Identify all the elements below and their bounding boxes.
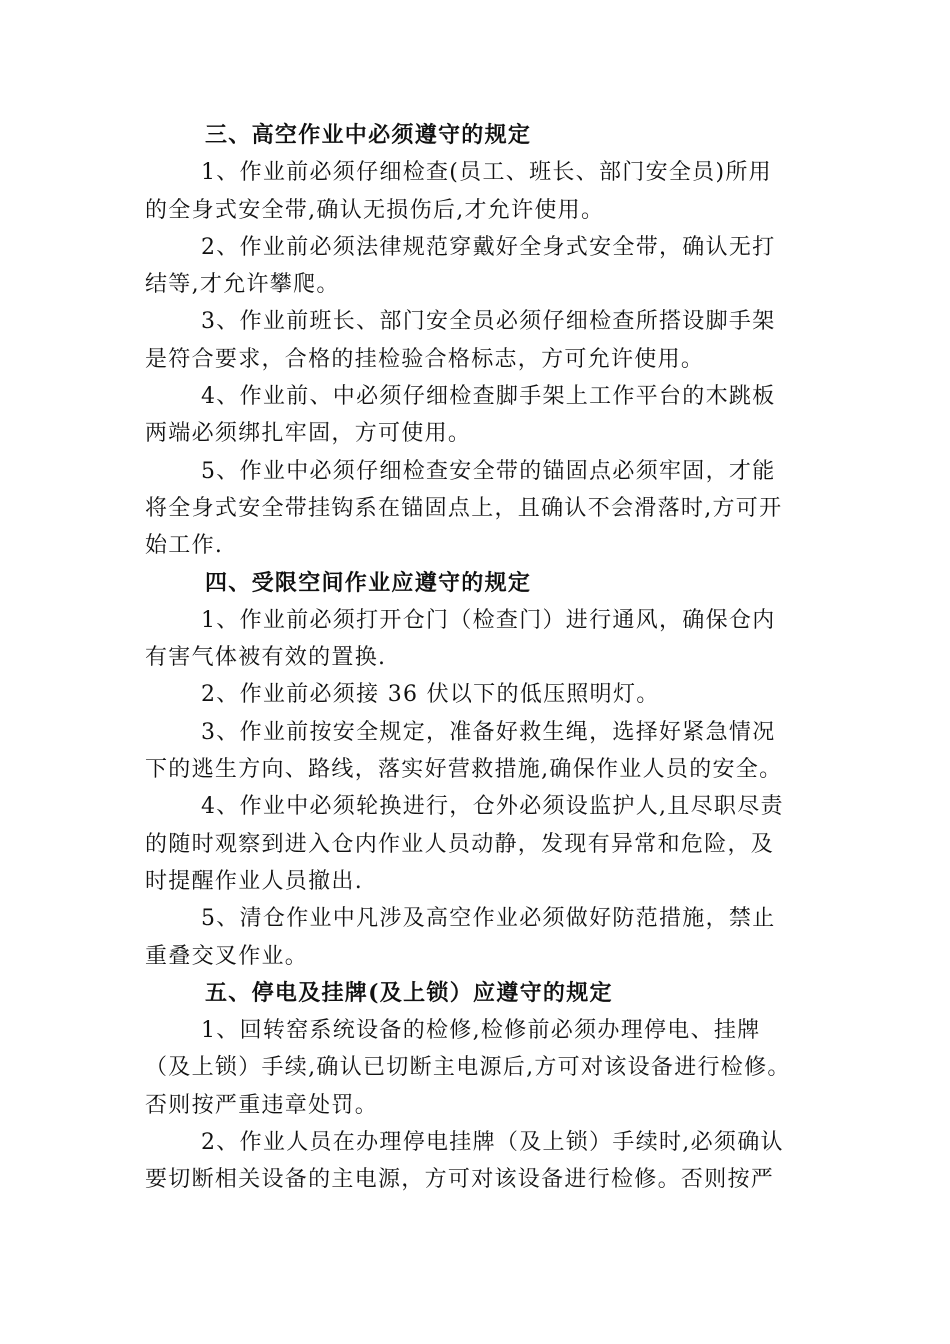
- paragraph-line: 否则按严重违章处罚。: [145, 1092, 379, 1118]
- paragraph-line: 4、作业前、中必须仔细检查脚手架上工作平台的木跳板: [201, 384, 776, 410]
- paragraph-line: 下的逃生方向、路线，落实好营救措施,确保作业人员的安全。: [145, 757, 783, 783]
- paragraph-line: 2、作业前必须法律规范穿戴好全身式安全带，确认无打: [201, 234, 776, 260]
- paragraph-line: 5、作业中必须仔细检查安全带的锚固点必须牢固，才能: [201, 458, 776, 484]
- paragraph-line: 始工作.: [145, 533, 224, 559]
- paragraph-line: 的全身式安全带,确认无损伤后,才允许使用。: [145, 197, 605, 223]
- paragraph-line: 3、作业前按安全规定，准备好救生绳，选择好紧急情况: [201, 719, 776, 745]
- paragraph-line: 5、清仓作业中凡涉及高空作业必须做好防范措施，禁止: [201, 906, 776, 932]
- paragraph-line: 将全身式安全带挂钩系在锚固点上，且确认不会滑落时,方可开: [145, 495, 783, 521]
- paragraph-line: 重叠交叉作业。: [145, 943, 309, 969]
- paragraph-line: 是符合要求，合格的挂检验合格标志，方可允许使用。: [145, 346, 705, 372]
- section-heading: 五、停电及挂牌(及上锁）应遵守的规定: [205, 979, 613, 1006]
- paragraph-line: 1、作业前必须仔细检查(员工、班长、部门安全员)所用: [201, 160, 772, 186]
- section-heading: 四、受限空间作业应遵守的规定: [205, 569, 532, 596]
- paragraph-line: （及上锁）手续,确认已切断主电源后,方可对该设备进行检修。: [145, 1055, 791, 1081]
- paragraph-line: 要切断相关设备的主电源，方可对该设备进行检修。否则按严: [145, 1167, 775, 1193]
- paragraph-line: 的随时观察到进入仓内作业人员动静，发现有异常和危险，及: [145, 831, 775, 857]
- paragraph-line: 有害气体被有效的置换.: [145, 645, 387, 671]
- paragraph-line: 1、作业前必须打开仓门（检查门）进行通风，确保仓内: [201, 607, 776, 633]
- document-body: [145, 117, 825, 1199]
- paragraph-line: 时提醒作业人员撤出.: [145, 868, 363, 894]
- paragraph-line: 2、作业前必须接 36 伏以下的低压照明灯。: [201, 682, 660, 708]
- paragraph-line: 3、作业前班长、部门安全员必须仔细检查所搭设脚手架: [201, 309, 776, 335]
- paragraph-line: 1、回转窑系统设备的检修,检修前必须办理停电、挂牌: [201, 1018, 761, 1044]
- section-heading: 三、高空作业中必须遵守的规定: [205, 122, 532, 148]
- paragraph-line: 两端必须绑扎牢固，方可使用。: [145, 421, 472, 447]
- paragraph-line: 结等,才允许攀爬。: [145, 272, 340, 298]
- paragraph-line: 2、作业人员在办理停电挂牌（及上锁）手续时,必须确认: [201, 1130, 784, 1156]
- paragraph-line: 4、作业中必须轮换进行，仓外必须设监护人,且尽职尽责: [201, 794, 784, 820]
